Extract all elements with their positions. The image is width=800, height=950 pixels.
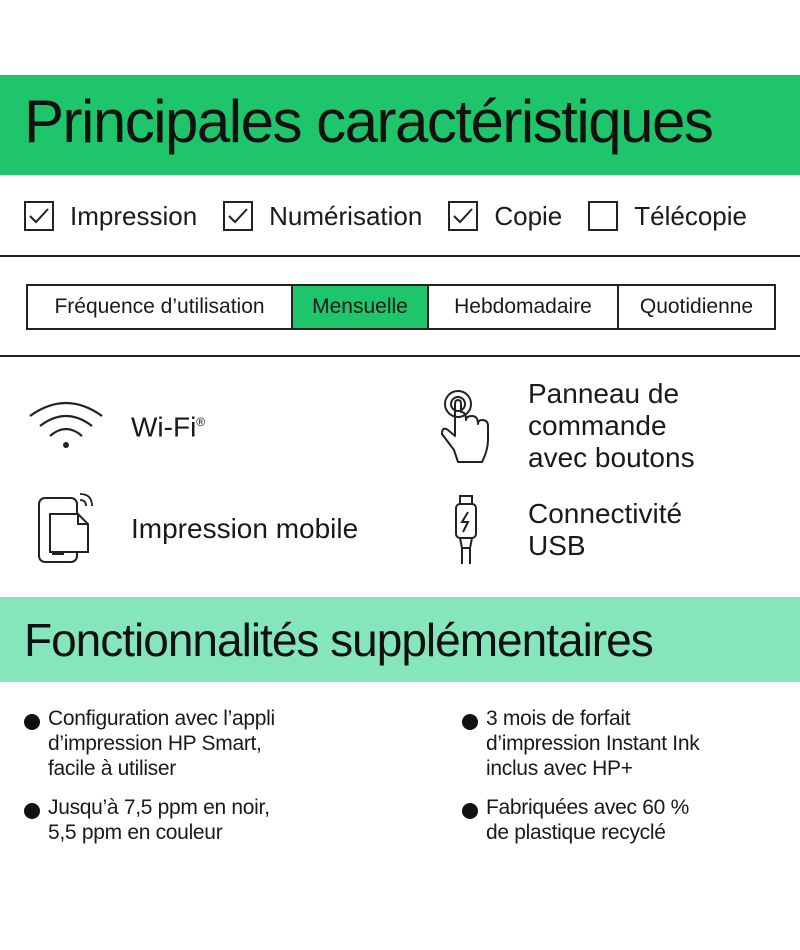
bullets-left (24, 706, 424, 859)
bullet-icon (24, 803, 40, 819)
list-item (462, 706, 792, 781)
function-numerisation (223, 201, 422, 232)
list-item (24, 795, 424, 845)
divider (0, 355, 800, 357)
divider (0, 255, 800, 257)
mobile-print-icon (36, 492, 131, 566)
feature-usb (438, 494, 682, 566)
list-item (462, 795, 792, 845)
bullet-icon (24, 714, 40, 730)
frequency-label: Fréquence d’utilisation (28, 286, 293, 328)
list-item (24, 706, 424, 781)
function-impression (24, 201, 197, 232)
bullet-icon (462, 714, 478, 730)
checkbox-checked-icon (223, 201, 253, 231)
registered-mark: ® (196, 415, 206, 430)
wifi-label: Wi-Fi (131, 411, 197, 443)
page-title: Principales caractéristiques (24, 88, 713, 155)
bullets-right (462, 706, 792, 859)
header-band (0, 75, 800, 175)
checkbox-checked-icon (448, 201, 478, 231)
bullet-text: Fabriquées avec 60 % de plastique recyclé (486, 796, 689, 844)
frequency-option-hebdomadaire: Hebdomadaire (429, 286, 619, 328)
bullet-text: Configuration avec l’appli d’impression HP Smart, facile à utiliser (48, 707, 275, 780)
bullet-text: 3 mois de forfait d’impression Instant Ink inclus avec HP+ (486, 707, 700, 780)
wifi-icon (26, 400, 131, 450)
frequency-option-quotidienne: Quotidienne (639, 295, 754, 318)
frequency-option-mensuelle: Mensuelle (293, 286, 429, 328)
feature-label: Panneau de commande avec boutons (528, 378, 695, 473)
feature-mobile-print (36, 492, 358, 566)
function-copie (448, 201, 562, 232)
frequency-table (26, 284, 776, 330)
feature-control-panel (438, 378, 695, 474)
function-label: Copie (494, 200, 563, 231)
functions-row (24, 198, 784, 234)
function-telecopie (588, 201, 747, 232)
bullet-icon (462, 803, 478, 819)
section-title: Fonctionnalités supplémentaires (24, 614, 653, 666)
checkbox-checked-icon (24, 201, 54, 231)
touch-hand-icon (438, 386, 528, 466)
bullet-text: Jusqu’à 7,5 ppm en noir, 5,5 ppm en couleur (48, 796, 270, 844)
usb-cable-icon (438, 494, 528, 566)
function-label: Numérisation (269, 200, 423, 231)
checkbox-empty-icon (588, 201, 618, 231)
function-label: Télécopie (634, 200, 747, 231)
function-label: Impression (70, 200, 198, 231)
feature-label (131, 406, 205, 443)
feature-wifi (26, 395, 205, 455)
extra-features-band (0, 597, 800, 682)
feature-label: Impression mobile (131, 513, 359, 544)
feature-label: Connectivité USB (528, 498, 683, 561)
